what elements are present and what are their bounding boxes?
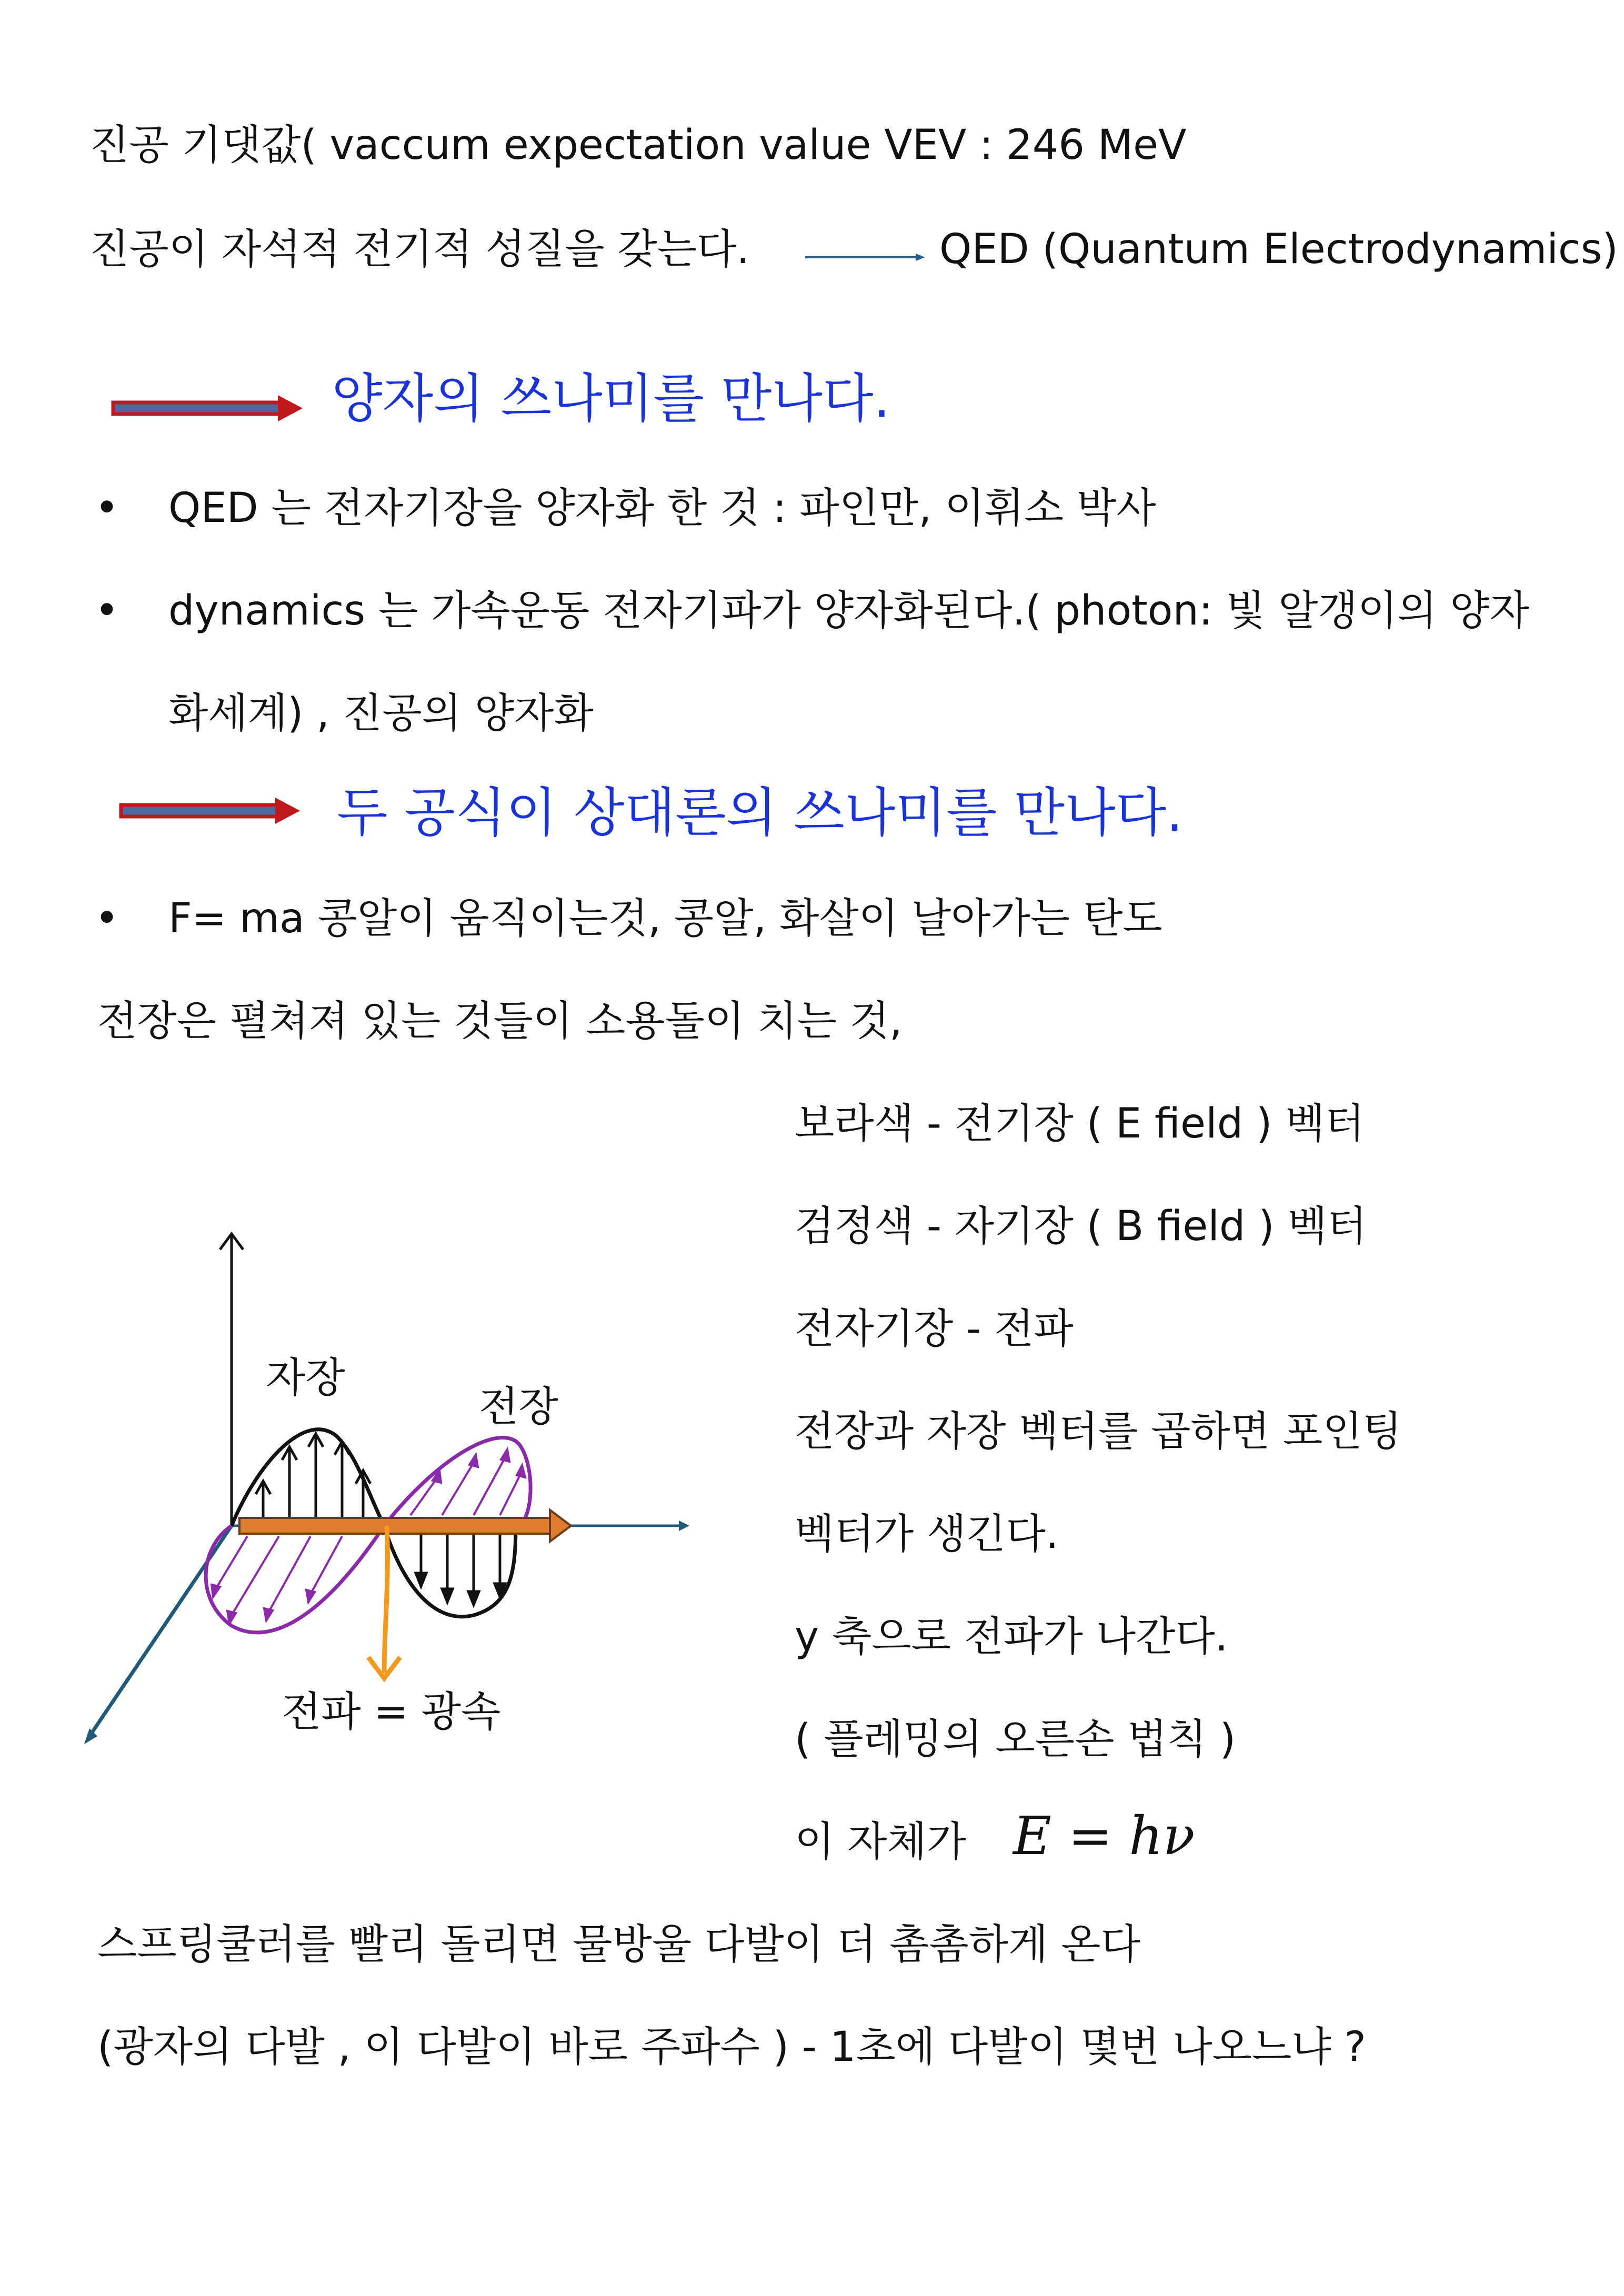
small-right-arrow-icon [805,249,926,265]
note-energy-text: 이 자체가 [795,1818,967,1866]
electric-vectors-upper [410,1449,525,1515]
vacuum-property-line: 진공이 자석적 전기적 성질을 갖는다. [89,226,750,273]
em-wave-diagram [74,1210,726,1773]
vertical-axis [220,1234,243,1526]
wave-orange-arrow [368,1526,400,1678]
sprinkler-line: 스프링쿨러를 빨리 돌리면 물방울 다발이 더 촘촘하게 온다 [97,1921,1140,1968]
label-electric-field: 전장 [479,1383,558,1431]
heading-quantum-tsunami: 양자의 쓰나미를 만나다. [332,368,890,429]
magnetic-vectors-down [416,1526,505,1605]
note-fleming: ( 플레밍의 오른손 법칙 ) [795,1716,1236,1763]
note-poynting-2: 벡터가 생긴다. [795,1510,1059,1558]
note-poynting-1: 전장과 자장 벡터를 곱하면 포인팅 [795,1408,1402,1455]
magnetic-lobe-upper [232,1429,384,1526]
label-magnetic-field: 자장 [266,1354,345,1402]
qed-label: QED (Quantum Electrodynamics) [939,226,1618,273]
magnetic-vectors-up [256,1434,370,1526]
bullet1-text: QED 는 전자기장을 양자화 한 것 : 파인만, 이휘소 박사 [168,485,1156,532]
bullet2-text-a: dynamics 는 가속운동 전자기파가 양자화된다.( photon: 빛 알갱이의 양자 [168,587,1530,635]
electric-vectors-lower [212,1536,342,1624]
red-arrow-icon-2 [118,794,303,826]
magnetic-lobe-lower [384,1526,516,1617]
heading-relativity-tsunami: 두 공식이 상대론의 쓰나미를 만나다. [337,782,1183,843]
note-em-field: 전자기장 - 전파 [795,1305,1074,1353]
energy-equation: E = hν [1013,1805,1195,1867]
note-y-axis: y 축으로 전파가 나간다. [795,1613,1228,1660]
label-wave-light-speed: 전파 = 광속 [282,1688,501,1736]
field-line: 전장은 펼쳐져 있는 것들이 소용돌이 치는 것, [97,998,903,1045]
photon-bundle-line: (광자의 다발 , 이 다발이 바로 주파수 ) - 1초에 다발이 몇번 나오느냐 ? [97,2023,1366,2071]
note-purple: 보라색 - 전기장 ( E field ) 벡터 [795,1100,1365,1147]
bullet3-text: F= ma 콩알이 움직이는것, 콩알, 화살이 날아가는 탄도 [168,895,1162,942]
note-black: 검정색 - 자기장 ( B field ) 벡터 [795,1203,1367,1250]
bullet2-text-b: 화세계) , 진공의 양자화 [168,690,594,737]
bullet-2: • [95,587,119,635]
bullet-1: • [95,485,119,532]
bullet-3: • [95,895,119,942]
vev-line: 진공 기댓값( vaccum expectation value VEV : 246 MeV [89,122,1187,169]
red-arrow-icon-1 [111,392,305,424]
